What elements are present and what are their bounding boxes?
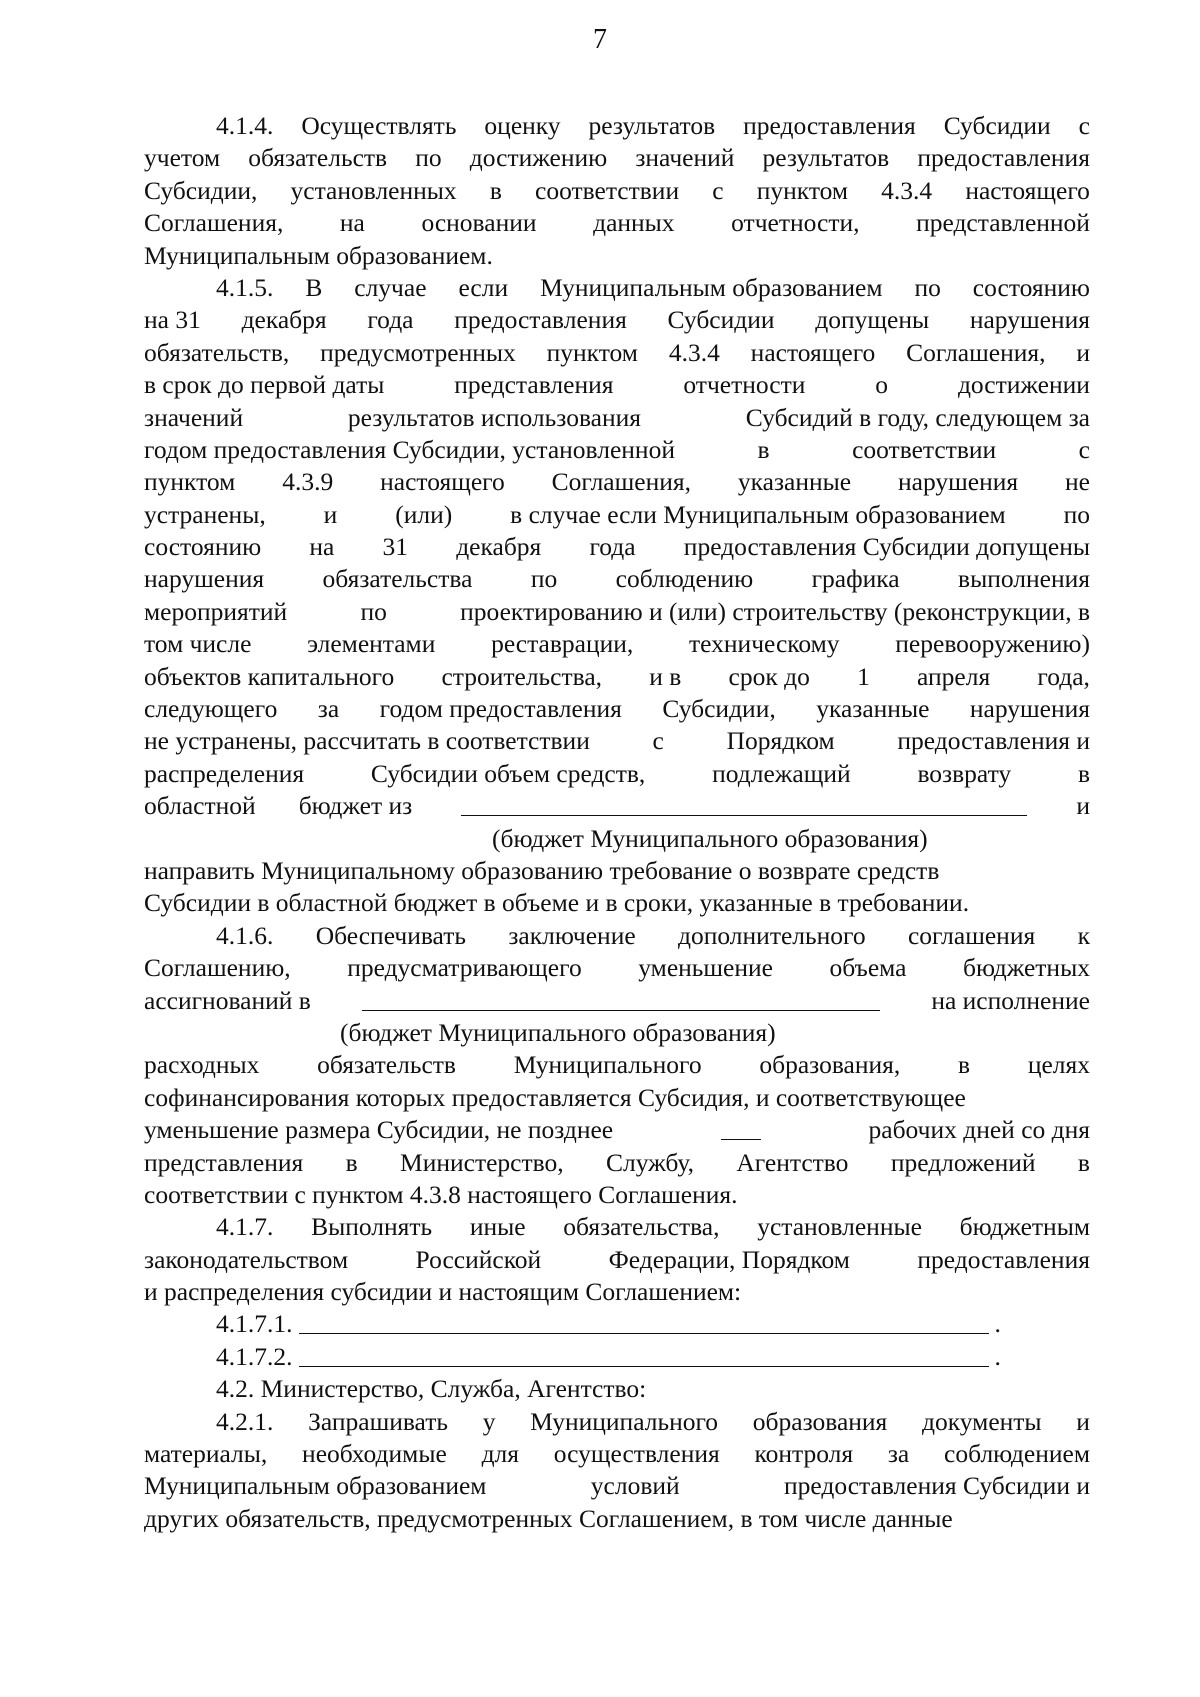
text-line (144, 952, 1090, 984)
text-word: предоставления (917, 143, 1090, 173)
text-word: основании (421, 208, 537, 238)
text-word: и (1076, 337, 1090, 367)
text-word: учетом (144, 143, 221, 173)
text-word: и (323, 499, 338, 529)
text-word: представления (144, 1147, 304, 1177)
text-word: софинансирования которых предоставляется Субсидия, и соответствующее (144, 1082, 966, 1112)
subitem-4-1-7-2-number: 4.1.7.2. (216, 1341, 293, 1371)
text-word: следующего (144, 694, 278, 724)
text-word: контроля (754, 1439, 854, 1469)
text-word: объектов капитального (144, 661, 395, 691)
days-blank[interactable] (721, 1114, 761, 1140)
text-word: Осуществлять (301, 111, 457, 140)
text-word: необходимые (302, 1439, 447, 1469)
budget-line-2-tail: на исполнение (931, 985, 1090, 1015)
text-word: года, (1037, 661, 1090, 691)
text-word: Федерации, Порядком (608, 1244, 850, 1274)
budget-line-1-word-2: бюджет из (298, 791, 413, 821)
text-word: на (339, 208, 365, 238)
text-word: данных (593, 208, 675, 238)
text-word: 4.1.4. (216, 111, 274, 140)
text-word: Запрашивать (308, 1406, 448, 1436)
text-word: на (309, 532, 335, 562)
text-line (144, 142, 1090, 174)
text-word: соблюдению (615, 564, 754, 594)
text-line (144, 758, 1090, 790)
text-line (144, 402, 1090, 434)
text-word: и (1076, 1406, 1090, 1436)
subitem-4-1-7-2-end: . (994, 1341, 1001, 1371)
text-word: 31 (382, 532, 409, 562)
text-word: строительства, (441, 661, 603, 691)
text-word: Муниципальным образованием (540, 272, 883, 302)
text-word: у (482, 1406, 496, 1436)
text-word: оценку (484, 111, 561, 140)
text-word: на 31 (144, 305, 201, 335)
text-word: указанные (816, 694, 930, 724)
text-word: отчетности (683, 370, 806, 400)
budget-line-1-tail: и (1076, 791, 1090, 821)
text-line (144, 434, 1090, 466)
text-word: нарушения (969, 305, 1090, 335)
text-word: декабря (456, 532, 542, 562)
text-word: с (1078, 111, 1090, 140)
subitem-4-1-7-1 (144, 1308, 1090, 1340)
text-word: в (345, 1147, 358, 1177)
text-word: объема (829, 953, 907, 983)
text-word: 4.3.9 (282, 467, 334, 497)
text-line (144, 207, 1090, 239)
text-word: соответствии (852, 434, 997, 464)
budget-line-1 (144, 790, 1090, 822)
subitem-4-1-7-1-blank[interactable] (299, 1308, 989, 1334)
text-word: Соглашения, (906, 337, 1046, 367)
text-word: Субсидии (667, 305, 775, 335)
budget-line-1-word-1: областной (144, 791, 256, 821)
text-word: 4.1.5. (216, 272, 274, 302)
text-word: пунктом (546, 337, 638, 367)
text-word: Субсидии, (144, 175, 258, 205)
text-word: достижению (469, 143, 608, 173)
text-word: Субсидии, (662, 694, 776, 724)
budget-caption-1-row (144, 823, 1090, 855)
text-word: Муниципальным образованием. (144, 240, 493, 270)
paragraph-4-1-7 (144, 1147, 1090, 1309)
text-line (144, 110, 1090, 142)
text-word: нарушения (898, 467, 1019, 497)
text-line (144, 304, 1090, 336)
text-word: целях (1027, 1050, 1090, 1080)
text-word: годом предоставления (379, 694, 622, 724)
budget-caption-2: (бюджет Муниципального образования) (340, 1017, 776, 1047)
text-word: образования (752, 1406, 888, 1436)
text-word: 4.2. Министерство, Служба, Агентство: (216, 1374, 647, 1404)
text-line (144, 661, 1090, 693)
text-line (144, 1049, 1090, 1081)
paragraph-4-1-6-start (144, 855, 1090, 985)
text-word: реставрации, (491, 629, 634, 659)
text-word: по (1063, 499, 1090, 529)
text-word: достижении (957, 370, 1090, 400)
text-word: нарушения (969, 694, 1090, 724)
text-word: соответствии (535, 175, 680, 205)
text-line (144, 1406, 1090, 1438)
text-word: не (1065, 467, 1090, 497)
text-word: срок до (728, 661, 810, 691)
text-word: условий (590, 1471, 680, 1501)
text-word: соглашения (907, 920, 1036, 950)
text-line (144, 1438, 1090, 1470)
text-word: 4.2.1. (216, 1406, 274, 1436)
text-word: по (914, 272, 941, 302)
text-word: настоящего (380, 467, 505, 497)
text-word: указанные (737, 467, 852, 497)
text-word: с (1078, 434, 1090, 464)
text-word: Министерство, (400, 1147, 564, 1177)
text-line (144, 1276, 1090, 1308)
text-word: том числе (144, 629, 252, 659)
days-line (144, 1114, 1090, 1146)
text-word: о (875, 370, 889, 400)
text-word: Соглашения, (551, 467, 691, 497)
text-word: в (757, 434, 770, 464)
text-line (144, 499, 1090, 531)
text-word: апреля (917, 661, 991, 691)
text-line (144, 531, 1090, 563)
text-word: устранены, (144, 499, 266, 529)
text-word: нарушения (144, 564, 265, 594)
subitem-4-1-7-1-number: 4.1.7.1. (216, 1309, 293, 1339)
text-word: графика (811, 564, 900, 594)
text-word: значений (635, 143, 735, 173)
text-line (144, 1211, 1090, 1243)
text-word: к (1077, 920, 1090, 950)
text-line (144, 628, 1090, 660)
text-line (144, 272, 1090, 304)
text-word: Муниципальным образованием (144, 1471, 487, 1501)
text-line (144, 563, 1090, 595)
text-word: материалы, (144, 1439, 268, 1469)
text-word: обязательств, (144, 337, 290, 367)
text-word: по (530, 564, 558, 594)
text-word: других обязательств, предусмотренных Соглашением, в том числе данные (144, 1503, 953, 1533)
text-word: Обеспечивать (315, 920, 466, 950)
text-word: года (367, 305, 414, 335)
budget-blank-1[interactable] (461, 790, 1027, 816)
text-word: установленные (757, 1212, 922, 1242)
text-line (144, 596, 1090, 628)
text-word: перевооружению) (895, 629, 1090, 659)
text-word: осуществления (553, 1439, 720, 1469)
text-word: в (958, 1050, 971, 1080)
text-word: бюджетных (962, 953, 1090, 983)
text-word: заключение (508, 920, 636, 950)
text-word: направить Муниципальному образованию требование о возврате средств (144, 855, 940, 885)
text-word: с (712, 175, 724, 205)
text-word: в (489, 175, 502, 205)
text-line (144, 1373, 1090, 1405)
text-word: Порядком (726, 726, 835, 756)
text-word: 4.3.4 (881, 175, 933, 205)
text-word: бюджетным (959, 1212, 1090, 1242)
subitem-4-1-7-2 (144, 1341, 1090, 1373)
text-word: обязательств (317, 1050, 456, 1080)
text-word: предусматривающего (347, 953, 582, 983)
text-word: в случае если Муниципальным образованием (510, 499, 1006, 529)
text-word: предоставления (454, 305, 627, 335)
text-word: Субсидии (943, 111, 1051, 140)
text-line (144, 1082, 1090, 1114)
text-word: техническому (689, 629, 840, 659)
text-word: возврату (917, 758, 1012, 788)
text-word: результатов использования (347, 402, 642, 432)
text-line (144, 1147, 1090, 1179)
text-word: предоставления (743, 111, 916, 140)
text-word: за (887, 1439, 910, 1469)
text-line (144, 369, 1090, 401)
text-word: распределения (144, 758, 305, 788)
text-word: установленных (290, 175, 457, 205)
text-word: обязательства, (563, 1212, 720, 1242)
text-word: в срок до первой даты (144, 370, 385, 400)
days-line-head: уменьшение размера Субсидии, не позднее (144, 1115, 614, 1145)
text-word: соблюдением (944, 1439, 1090, 1469)
text-word: выполнения (958, 564, 1090, 594)
text-word: для (481, 1439, 519, 1469)
text-word: по (415, 143, 442, 173)
budget-line-2 (144, 985, 1090, 1017)
text-word: обязательств (248, 143, 388, 173)
text-word: Субсидии объем средств, (370, 758, 646, 788)
paragraph-4-2 (144, 1373, 1090, 1535)
text-word: Муниципального (530, 1406, 719, 1436)
text-word: значений (144, 402, 244, 432)
text-word: 4.3.4 (668, 337, 720, 367)
text-word: предоставления и (897, 726, 1090, 756)
text-line (144, 466, 1090, 498)
text-word: законодательством (144, 1244, 349, 1274)
text-line (144, 1470, 1090, 1502)
budget-line-2-head: ассигнований в (144, 985, 311, 1015)
text-line (144, 920, 1090, 952)
text-word: настоящего (965, 175, 1090, 205)
text-word: отчетности, (731, 208, 860, 238)
text-word: Соглашения, (144, 208, 284, 238)
text-word: случае (354, 272, 427, 302)
text-word: Агентство (736, 1147, 849, 1177)
text-word: пунктом (756, 175, 849, 205)
text-word: проектированию и (или) строительству (реконструкции, в (460, 596, 1090, 626)
text-line (144, 1244, 1090, 1276)
text-word: Субсидий в году, следующем за (745, 402, 1090, 432)
text-word: не устранены, рассчитать в соответствии (144, 726, 590, 756)
text-word: Соглашению, (144, 953, 291, 983)
text-word: пунктом (144, 467, 236, 497)
text-word: (или) (395, 499, 453, 529)
text-word: 4.1.7. (216, 1212, 274, 1242)
text-word: года (589, 532, 636, 562)
text-line (144, 1503, 1090, 1535)
text-word: уменьшение (638, 953, 773, 983)
paragraph-4-1-6-continued (144, 1049, 1090, 1114)
text-word: подлежащий (712, 758, 851, 788)
text-line (144, 337, 1090, 369)
text-word: предложений (890, 1147, 1036, 1177)
subitem-4-1-7-1-end: . (994, 1309, 1001, 1339)
text-word: образования, (759, 1050, 901, 1080)
text-word: обязательства (322, 564, 473, 594)
text-word: Выполнять (311, 1212, 433, 1242)
text-word: и распределения субсидии и настоящим Соглашением: (144, 1277, 742, 1307)
document-body (144, 110, 1090, 1535)
text-word: представленной (916, 208, 1090, 238)
text-word: дополнительного (678, 920, 866, 950)
text-word: предоставления Субсидии и (784, 1471, 1090, 1501)
text-line (144, 887, 1090, 919)
text-word: иные (469, 1212, 526, 1242)
text-word: допущены (815, 305, 930, 335)
text-line (144, 725, 1090, 757)
text-line (144, 240, 1090, 272)
text-word: результатов (762, 143, 890, 173)
text-word: если (458, 272, 509, 302)
text-word: в (1077, 758, 1090, 788)
text-word: В (305, 272, 323, 302)
text-word: декабря (241, 305, 327, 335)
text-line (144, 1179, 1090, 1211)
text-word: предоставления (917, 1244, 1090, 1274)
text-word: за (317, 694, 340, 724)
text-word: состоянию (144, 532, 262, 562)
text-word: документы (922, 1406, 1042, 1436)
text-word: состоянию (972, 272, 1090, 302)
text-word: предоставления Субсидии допущены (683, 532, 1090, 562)
text-word: Муниципального (513, 1050, 702, 1080)
text-line (144, 693, 1090, 725)
text-line (144, 175, 1090, 207)
days-line-tail: рабочих дней со дня (868, 1115, 1090, 1145)
text-word: годом предоставления Субсидии, установленной (144, 434, 675, 464)
text-word: соответствии с пунктом 4.3.8 настоящего Соглашения. (144, 1179, 738, 1209)
paragraphs-4-1-4-to-4-1-5 (144, 110, 1090, 790)
text-word: 4.1.6. (216, 920, 274, 950)
budget-blank-2[interactable] (362, 985, 880, 1011)
text-word: и в (649, 661, 682, 691)
text-word: расходных (144, 1050, 260, 1080)
text-word: настоящего (750, 337, 876, 367)
text-word: мероприятий (144, 596, 288, 626)
budget-caption-1: (бюджет Муниципального образования) (492, 823, 928, 853)
text-word: представления (454, 370, 614, 400)
text-word: элементами (307, 629, 436, 659)
text-word: 1 (857, 661, 870, 691)
text-word: с (652, 726, 664, 756)
text-line (144, 855, 1090, 887)
text-word: Службу, (606, 1147, 695, 1177)
budget-caption-2-row (144, 1017, 1090, 1049)
text-word: в (1077, 1147, 1090, 1177)
text-word: Субсидии в областной бюджет в объеме и в сроки, указанные в требовании. (144, 888, 970, 918)
text-word: Российской (415, 1244, 542, 1274)
page-number: 7 (593, 24, 607, 55)
text-word: по (360, 596, 387, 626)
subitem-4-1-7-2-blank[interactable] (299, 1341, 989, 1367)
text-word: предусмотренных (320, 337, 516, 367)
text-word: результатов (588, 111, 716, 140)
